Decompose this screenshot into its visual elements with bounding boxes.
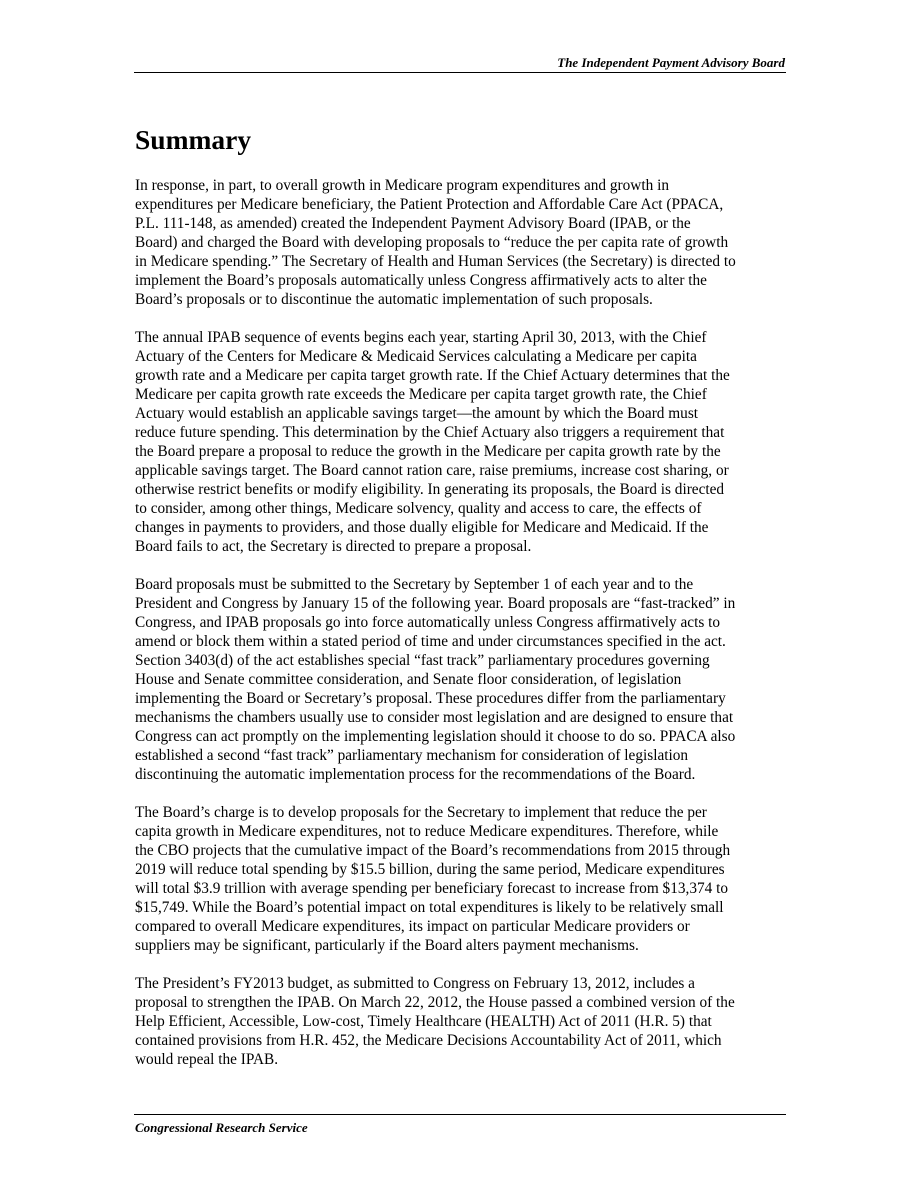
text-line: Board fails to act, the Secretary is directed to prepare a proposal. <box>135 538 532 555</box>
text-line: in Medicare spending.” The Secretary of Health and Human Services (the Secretary) is directed to <box>135 253 736 270</box>
text-line: mechanisms the chambers usually use to consider most legislation and are designed to ensure that <box>135 709 734 726</box>
text-line: to consider, among other things, Medicare solvency, quality and access to care, the effects of <box>135 500 702 517</box>
text-line: discontinuing the automatic implementation process for the recommendations of the Board. <box>135 766 696 783</box>
text-line: The President’s FY2013 budget, as submitted to Congress on February 13, 2012, includes a <box>135 975 695 992</box>
text-line: implement the Board’s proposals automatically unless Congress affirmatively acts to alter the <box>135 272 707 289</box>
text-line: Actuary would establish an applicable savings target—the amount by which the Board must <box>135 405 699 422</box>
text-line: The Board’s charge is to develop proposals for the Secretary to implement that reduce the per <box>135 804 707 821</box>
text-line: established a second “fast track” parliamentary mechanism for consideration of legislation <box>135 747 689 764</box>
text-line: proposal to strengthen the IPAB. On March 22, 2012, the House passed a combined version of the <box>135 994 735 1011</box>
text-line: Board proposals must be submitted to the Secretary by September 1 of each year and to the <box>135 576 694 593</box>
text-line: expenditures per Medicare beneficiary, the Patient Protection and Affordable Care Act (PPACA, <box>135 196 724 213</box>
text-line: Actuary of the Centers for Medicare & Medicaid Services calculating a Medicare per capita <box>135 348 697 365</box>
paragraph-5 <box>135 974 795 1069</box>
text-line: $15,749. While the Board’s potential impact on total expenditures is likely to be relatively small <box>135 899 724 916</box>
header-title: The Independent Payment Advisory Board <box>557 55 785 70</box>
text-line: contained provisions from H.R. 452, the Medicare Decisions Accountability Act of 2011, which <box>135 1032 722 1049</box>
text-line: the Board prepare a proposal to reduce the growth in the Medicare per capita growth rate by the <box>135 443 721 460</box>
text-line: Board) and charged the Board with developing proposals to “reduce the per capita rate of growth <box>135 234 729 251</box>
page-header <box>134 56 786 73</box>
text-line: Section 3403(d) of the act establishes special “fast track” parliamentary procedures governing <box>135 652 710 669</box>
text-line: suppliers may be significant, particularly if the Board alters payment mechanisms. <box>135 937 639 954</box>
text-line: Help Efficient, Accessible, Low-cost, Timely Healthcare (HEALTH) Act of 2011 (H.R. 5) that <box>135 1013 712 1030</box>
text-line: Medicare per capita growth rate exceeds the Medicare per capita target growth rate, the Chief <box>135 386 707 403</box>
text-line: House and Senate committee consideration, and Senate floor consideration, of legislation <box>135 671 682 688</box>
text-line: the CBO projects that the cumulative impact of the Board’s recommendations from 2015 through <box>135 842 731 859</box>
page-title: Summary <box>135 124 252 155</box>
page-footer <box>134 1114 786 1135</box>
text-line: growth rate and a Medicare per capita target growth rate. If the Chief Actuary determines that the <box>135 367 730 384</box>
summary-body <box>135 176 795 1088</box>
text-line: 2019 will reduce total spending by $15.5 billion, during the same period, Medicare expenditures <box>135 861 725 878</box>
text-line: capita growth in Medicare expenditures, not to reduce Medicare expenditures. Therefore, while <box>135 823 719 840</box>
paragraph-1 <box>135 176 795 309</box>
text-line: implementing the Board or Secretary’s proposal. These procedures differ from the parliamentary <box>135 690 726 707</box>
text-line: Board’s proposals or to discontinue the automatic implementation of such proposals. <box>135 291 653 308</box>
text-line: The annual IPAB sequence of events begins each year, starting April 30, 2013, with the Chief <box>135 329 707 346</box>
text-line: compared to overall Medicare expenditures, its impact on particular Medicare providers or <box>135 918 690 935</box>
text-line: changes in payments to providers, and those dually eligible for Medicare and Medicaid. If the <box>135 519 709 536</box>
text-line: amend or block them within a stated period of time and under circumstances specified in the act. <box>135 633 726 650</box>
text-line: otherwise restrict benefits or modify eligibility. In generating its proposals, the Board is directed <box>135 481 725 498</box>
text-line: will total $3.9 trillion with average spending per beneficiary forecast to increase from $13,374 to <box>135 880 728 897</box>
text-line: P.L. 111-148, as amended) created the Independent Payment Advisory Board (IPAB, or the <box>135 215 691 232</box>
text-line: Congress, and IPAB proposals go into force automatically unless Congress affirmatively acts to <box>135 614 721 631</box>
text-line: Congress can act promptly on the implementing legislation should it choose to do so. PPACA also <box>135 728 736 745</box>
text-line: applicable savings target. The Board cannot ration care, raise premiums, increase cost sharing, or <box>135 462 729 479</box>
footer-source: Congressional Research Service <box>135 1120 308 1135</box>
text-line: In response, in part, to overall growth in Medicare program expenditures and growth in <box>135 177 669 194</box>
text-line: reduce future spending. This determination by the Chief Actuary also triggers a requirement that <box>135 424 725 441</box>
text-line: would repeal the IPAB. <box>135 1051 279 1068</box>
paragraph-3 <box>135 575 795 784</box>
paragraph-2 <box>135 328 795 556</box>
text-line: President and Congress by January 15 of the following year. Board proposals are “fast-tracked” in <box>135 595 736 612</box>
paragraph-4 <box>135 803 795 955</box>
